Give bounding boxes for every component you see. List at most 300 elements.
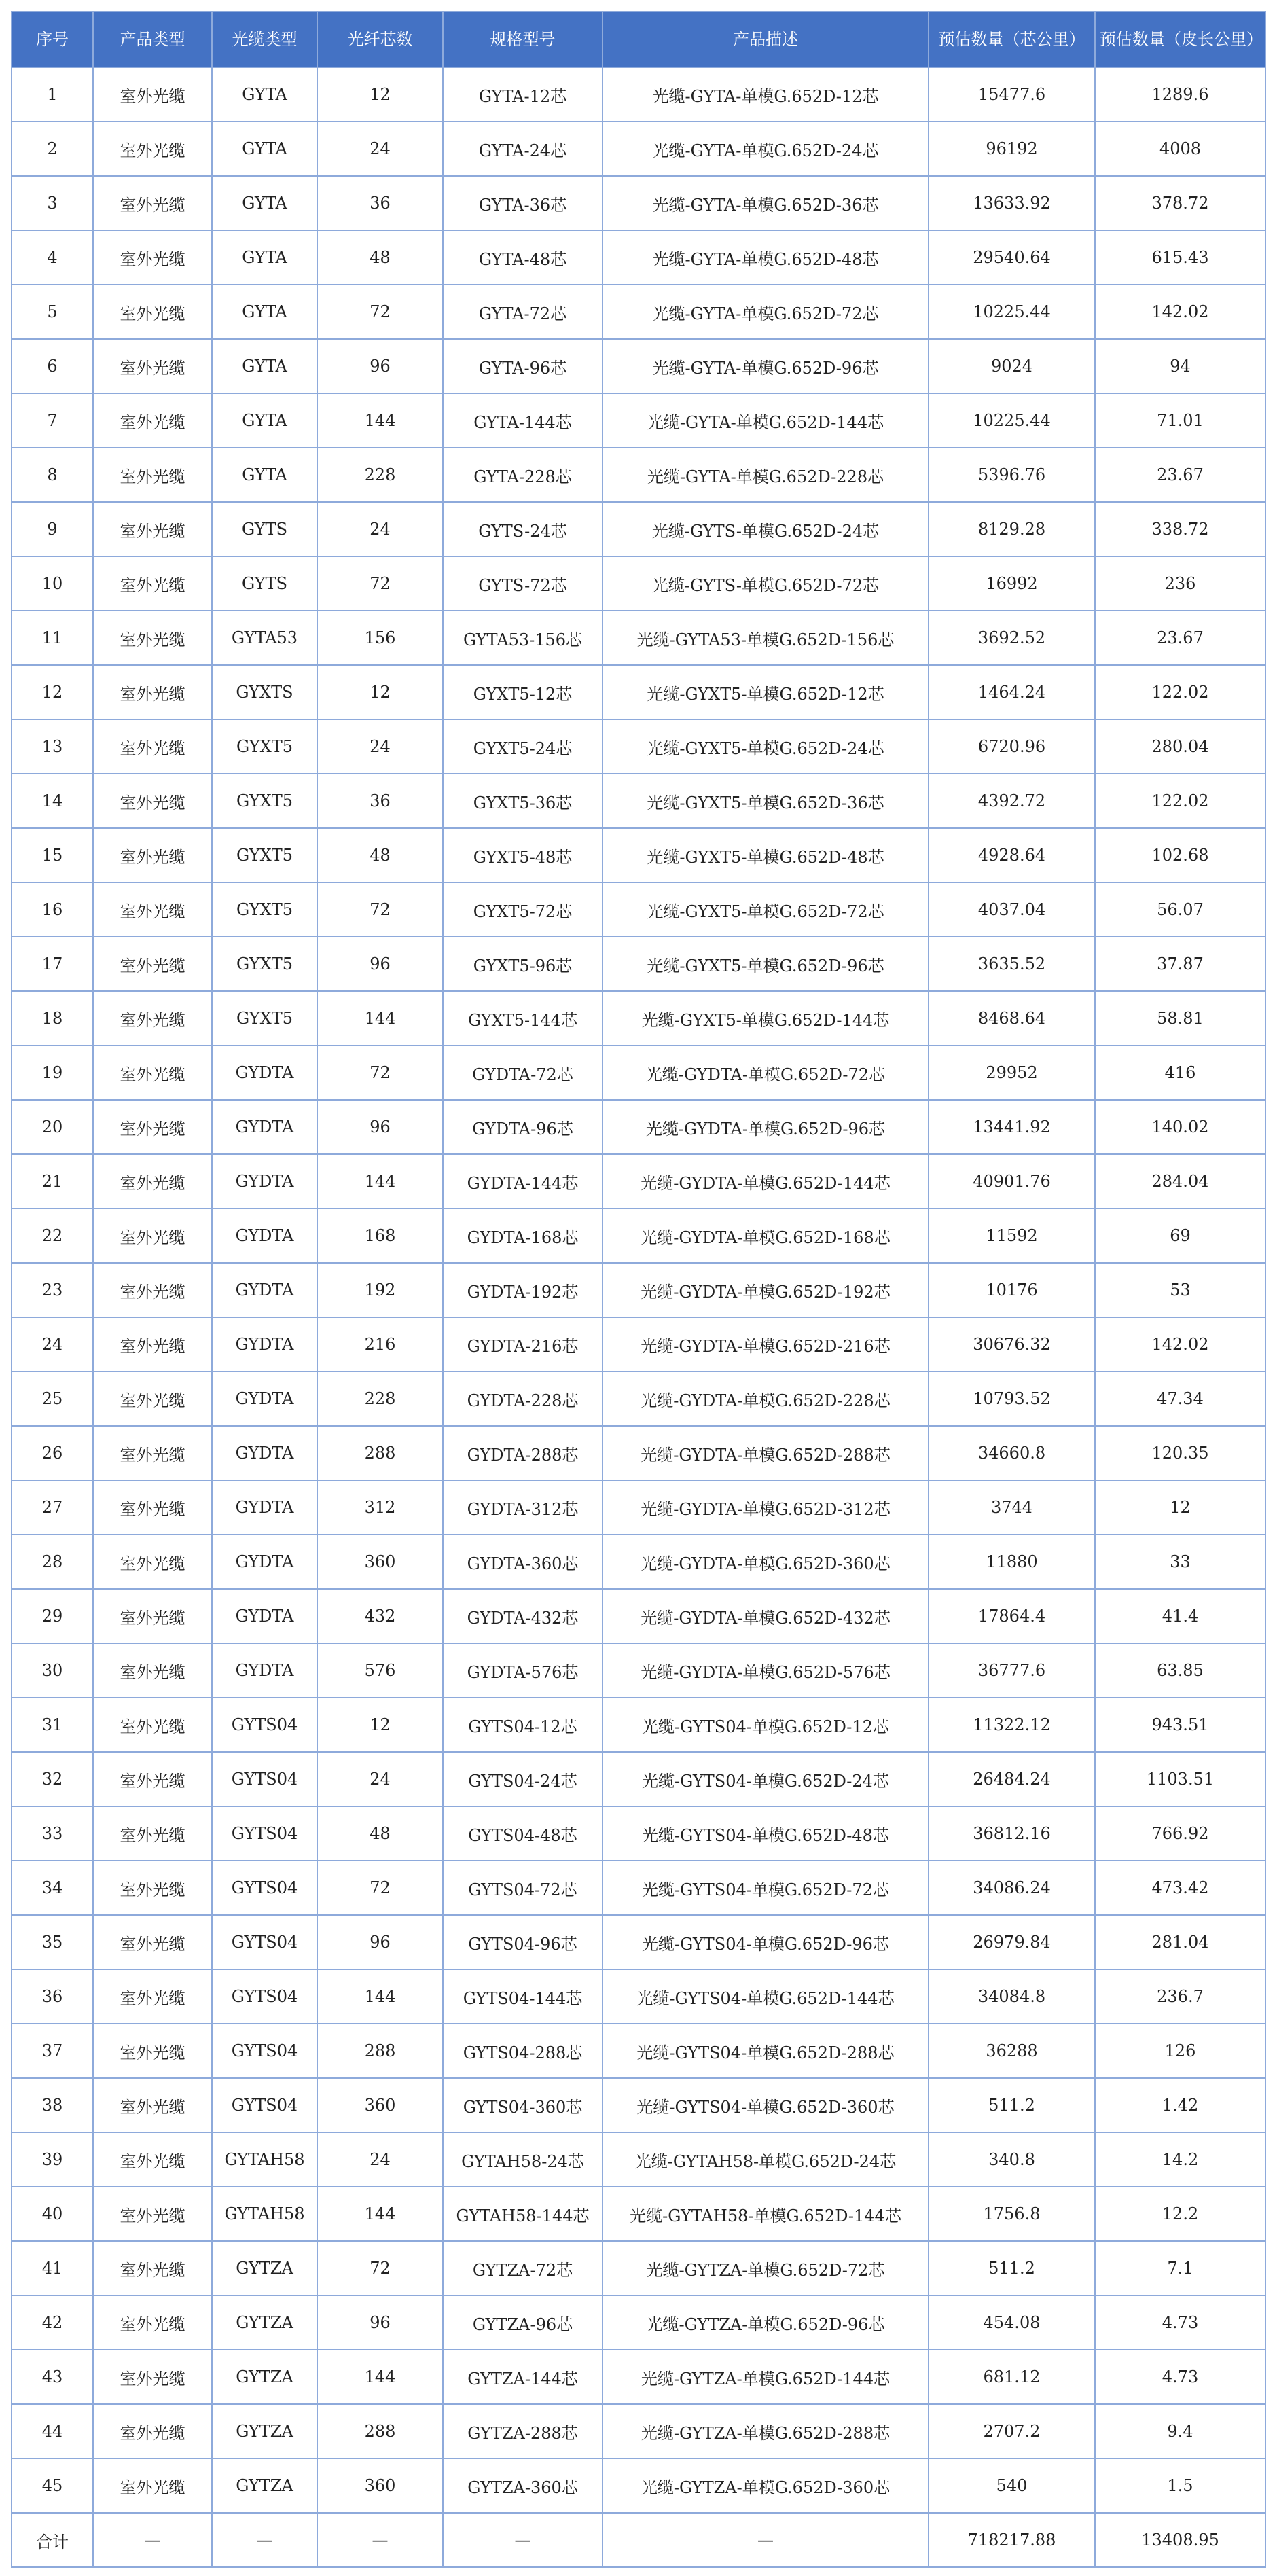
cell-cable-type: GYTS04 [212,1698,317,1752]
cell-qty-core-km: 26484.24 [929,1752,1095,1806]
cell-cable-type: GYDTA [212,1589,317,1643]
cell-cable-type: GYTS04 [212,2024,317,2078]
cell-fiber-count: 216 [317,1317,443,1372]
cell-qty-core-km: 8468.64 [929,991,1095,1045]
cell-index: 22 [12,1209,93,1263]
cell-product-type: 室外光缆 [93,665,212,719]
cell-qty-sheath-km: 41.4 [1095,1589,1265,1643]
cell-description: 光缆-GYTA53-单模G.652D-156芯 [602,611,929,665]
total-row [12,2513,1265,2567]
cell-index: 41 [12,2241,93,2295]
cell-fiber-count: 72 [317,556,443,611]
cell-fiber-count: 360 [317,2078,443,2132]
cell-fiber-count: 288 [317,2024,443,2078]
cell-index: 24 [12,1317,93,1372]
cell-spec-model: GYXT5-24芯 [443,719,602,774]
cell-description: 光缆-GYDTA-单模G.652D-360芯 [602,1535,929,1589]
cell-spec-model: GYTS04-288芯 [443,2024,602,2078]
table-row [12,991,1265,1045]
cell-index: 18 [12,991,93,1045]
cell-fiber-count: 12 [317,665,443,719]
cell-index: 30 [12,1643,93,1698]
cell-spec-model: GYTA-96芯 [443,339,602,393]
total-cell-product-type: — [93,2513,212,2567]
cell-cable-type: GYTS04 [212,1861,317,1915]
table-row [12,2187,1265,2241]
cell-product-type: 室外光缆 [93,1698,212,1752]
cell-qty-sheath-km: 1.42 [1095,2078,1265,2132]
table-row [12,828,1265,882]
cell-fiber-count: 48 [317,828,443,882]
cell-index: 33 [12,1806,93,1861]
table-row [12,393,1265,448]
cell-fiber-count: 144 [317,2187,443,2241]
cell-cable-type: GYTA [212,285,317,339]
cell-cable-type: GYTS04 [212,2078,317,2132]
cell-product-type: 室外光缆 [93,502,212,556]
cell-spec-model: GYTZA-288芯 [443,2404,602,2458]
table-row [12,1480,1265,1535]
cell-qty-sheath-km: 122.02 [1095,774,1265,828]
cell-description: 光缆-GYTA-单模G.652D-96芯 [602,339,929,393]
cell-fiber-count: 12 [317,1698,443,1752]
cell-product-type: 室外光缆 [93,1100,212,1154]
cell-index: 9 [12,502,93,556]
table-row [12,1806,1265,1861]
cell-spec-model: GYTS04-360芯 [443,2078,602,2132]
cell-cable-type: GYXT5 [212,719,317,774]
cell-cable-type: GYTZA [212,2241,317,2295]
cell-qty-core-km: 3635.52 [929,937,1095,991]
cell-qty-core-km: 17864.4 [929,1589,1095,1643]
cell-qty-core-km: 454.08 [929,2295,1095,2350]
cell-description: 光缆-GYXT5-单模G.652D-48芯 [602,828,929,882]
header-qty-core-km: 预估数量（芯公里） [929,12,1095,67]
header-description: 产品描述 [602,12,929,67]
table-row [12,774,1265,828]
cell-index: 38 [12,2078,93,2132]
cell-product-type: 室外光缆 [93,1045,212,1100]
cell-spec-model: GYTA-36芯 [443,176,602,230]
cell-spec-model: GYTA53-156芯 [443,611,602,665]
cell-fiber-count: 36 [317,774,443,828]
cell-qty-core-km: 29540.64 [929,230,1095,285]
cell-spec-model: GYTZA-144芯 [443,2350,602,2404]
table-row [12,230,1265,285]
cell-qty-sheath-km: 4008 [1095,122,1265,176]
cell-index: 21 [12,1154,93,1209]
cell-cable-type: GYTA [212,339,317,393]
cell-qty-sheath-km: 1103.51 [1095,1752,1265,1806]
table-row [12,2241,1265,2295]
cell-qty-core-km: 3744 [929,1480,1095,1535]
cell-cable-type: GYDTA [212,1045,317,1100]
cell-description: 光缆-GYDTA-单模G.652D-216芯 [602,1317,929,1372]
cell-cable-type: GYTA [212,67,317,122]
cell-product-type: 室外光缆 [93,285,212,339]
cell-fiber-count: 144 [317,991,443,1045]
cell-cable-type: GYTAH58 [212,2132,317,2187]
cell-fiber-count: 72 [317,285,443,339]
cell-index: 15 [12,828,93,882]
cell-qty-core-km: 10225.44 [929,285,1095,339]
cell-spec-model: GYTA-144芯 [443,393,602,448]
cell-fiber-count: 72 [317,882,443,937]
cell-product-type: 室外光缆 [93,393,212,448]
cell-fiber-count: 72 [317,1861,443,1915]
cell-product-type: 室外光缆 [93,67,212,122]
cell-index: 10 [12,556,93,611]
cell-product-type: 室外光缆 [93,1589,212,1643]
cell-qty-sheath-km: 126 [1095,2024,1265,2078]
cell-index: 29 [12,1589,93,1643]
cell-cable-type: GYTS04 [212,1969,317,2024]
table-row [12,1372,1265,1426]
cell-qty-core-km: 15477.6 [929,67,1095,122]
cell-fiber-count: 24 [317,502,443,556]
cell-fiber-count: 228 [317,1372,443,1426]
cell-product-type: 室外光缆 [93,1209,212,1263]
cell-cable-type: GYTA [212,122,317,176]
cell-fiber-count: 96 [317,1100,443,1154]
cell-qty-sheath-km: 9.4 [1095,2404,1265,2458]
table-row [12,1861,1265,1915]
cell-qty-sheath-km: 280.04 [1095,719,1265,774]
table-row [12,611,1265,665]
cell-cable-type: GYDTA [212,1426,317,1480]
cell-spec-model: GYTA-12芯 [443,67,602,122]
total-cell-spec-model: — [443,2513,602,2567]
cable-estimate-table [11,11,1266,2568]
cell-cable-type: GYTAH58 [212,2187,317,2241]
cell-index: 37 [12,2024,93,2078]
cell-description: 光缆-GYXT5-单模G.652D-72芯 [602,882,929,937]
table-row [12,665,1265,719]
cell-qty-sheath-km: 766.92 [1095,1806,1265,1861]
cell-product-type: 室外光缆 [93,1426,212,1480]
table-row [12,1154,1265,1209]
cell-index: 6 [12,339,93,393]
cell-product-type: 室外光缆 [93,122,212,176]
cell-product-type: 室外光缆 [93,2187,212,2241]
cell-spec-model: GYTS04-144芯 [443,1969,602,2024]
cell-qty-sheath-km: 69 [1095,1209,1265,1263]
cell-index: 31 [12,1698,93,1752]
cell-qty-sheath-km: 7.1 [1095,2241,1265,2295]
cell-spec-model: GYDTA-312芯 [443,1480,602,1535]
table-row [12,937,1265,991]
cell-cable-type: GYXT5 [212,937,317,991]
cell-index: 35 [12,1915,93,1969]
cell-description: 光缆-GYTS04-单模G.652D-96芯 [602,1915,929,1969]
cell-product-type: 室外光缆 [93,882,212,937]
cell-cable-type: GYTA [212,448,317,502]
cell-cable-type: GYTZA [212,2295,317,2350]
cell-cable-type: GYXT5 [212,774,317,828]
cell-qty-core-km: 8129.28 [929,502,1095,556]
table-row [12,502,1265,556]
cell-cable-type: GYTA [212,176,317,230]
cell-spec-model: GYTA-24芯 [443,122,602,176]
cell-index: 39 [12,2132,93,2187]
cell-fiber-count: 96 [317,2295,443,2350]
cell-index: 14 [12,774,93,828]
cell-description: 光缆-GYTA-单模G.652D-144芯 [602,393,929,448]
cell-spec-model: GYTS04-96芯 [443,1915,602,1969]
header-product-type: 产品类型 [93,12,212,67]
header-index: 序号 [12,12,93,67]
cell-cable-type: GYXT5 [212,991,317,1045]
cell-cable-type: GYXT5 [212,828,317,882]
cell-qty-sheath-km: 71.01 [1095,393,1265,448]
header-fiber-count: 光纤芯数 [317,12,443,67]
table-row [12,1752,1265,1806]
cell-qty-sheath-km: 12.2 [1095,2187,1265,2241]
cell-description: 光缆-GYXT5-单模G.652D-144芯 [602,991,929,1045]
table-row [12,448,1265,502]
cell-spec-model: GYTS04-24芯 [443,1752,602,1806]
cell-cable-type: GYTS [212,556,317,611]
cell-index: 40 [12,2187,93,2241]
cell-fiber-count: 312 [317,1480,443,1535]
total-cell-cable-type: — [212,2513,317,2567]
cell-fiber-count: 288 [317,2404,443,2458]
cell-fiber-count: 12 [317,67,443,122]
cell-qty-core-km: 9024 [929,339,1095,393]
cell-qty-sheath-km: 281.04 [1095,1915,1265,1969]
cell-spec-model: GYDTA-192芯 [443,1263,602,1317]
cell-qty-core-km: 540 [929,2458,1095,2513]
cell-description: 光缆-GYTA-单模G.652D-228芯 [602,448,929,502]
cell-index: 36 [12,1969,93,2024]
cell-product-type: 室外光缆 [93,1915,212,1969]
table-row [12,2404,1265,2458]
table-row [12,882,1265,937]
cell-fiber-count: 24 [317,122,443,176]
cell-spec-model: GYDTA-144芯 [443,1154,602,1209]
table-row [12,1426,1265,1480]
cell-index: 17 [12,937,93,991]
cell-fiber-count: 576 [317,1643,443,1698]
cell-fiber-count: 144 [317,393,443,448]
cell-index: 3 [12,176,93,230]
cell-product-type: 室外光缆 [93,2241,212,2295]
cell-index: 12 [12,665,93,719]
cell-cable-type: GYDTA [212,1372,317,1426]
cell-index: 26 [12,1426,93,1480]
cell-fiber-count: 144 [317,1154,443,1209]
cell-index: 5 [12,285,93,339]
table-row [12,1045,1265,1100]
table-body [12,67,1265,2567]
cell-description: 光缆-GYXT5-单模G.652D-36芯 [602,774,929,828]
cell-qty-core-km: 1756.8 [929,2187,1095,2241]
cell-description: 光缆-GYTS04-单模G.652D-24芯 [602,1752,929,1806]
total-cell-description: — [602,2513,929,2567]
cell-index: 28 [12,1535,93,1589]
cell-description: 光缆-GYXT5-单模G.652D-12芯 [602,665,929,719]
cell-fiber-count: 360 [317,1535,443,1589]
cell-spec-model: GYDTA-360芯 [443,1535,602,1589]
cell-cable-type: GYTA [212,393,317,448]
table-row [12,1535,1265,1589]
cell-qty-core-km: 36777.6 [929,1643,1095,1698]
cell-product-type: 室外光缆 [93,448,212,502]
cell-spec-model: GYTS-72芯 [443,556,602,611]
cell-qty-core-km: 4928.64 [929,828,1095,882]
cell-spec-model: GYTAH58-24芯 [443,2132,602,2187]
cell-qty-sheath-km: 473.42 [1095,1861,1265,1915]
cell-index: 2 [12,122,93,176]
cell-fiber-count: 72 [317,2241,443,2295]
cell-qty-core-km: 36812.16 [929,1806,1095,1861]
cell-description: 光缆-GYTZA-单模G.652D-288芯 [602,2404,929,2458]
cell-fiber-count: 144 [317,1969,443,2024]
cell-description: 光缆-GYTS04-单模G.652D-144芯 [602,1969,929,2024]
cell-qty-sheath-km: 58.81 [1095,991,1265,1045]
cell-qty-core-km: 1464.24 [929,665,1095,719]
cell-qty-sheath-km: 142.02 [1095,1317,1265,1372]
cell-qty-core-km: 11880 [929,1535,1095,1589]
cell-cable-type: GYTS [212,502,317,556]
table-row [12,1100,1265,1154]
cell-cable-type: GYTA53 [212,611,317,665]
cell-description: 光缆-GYTZA-单模G.652D-144芯 [602,2350,929,2404]
cell-qty-core-km: 4037.04 [929,882,1095,937]
cell-product-type: 室外光缆 [93,2458,212,2513]
cell-product-type: 室外光缆 [93,828,212,882]
cell-description: 光缆-GYTA-单模G.652D-72芯 [602,285,929,339]
cell-description: 光缆-GYTS04-单模G.652D-360芯 [602,2078,929,2132]
cell-product-type: 室外光缆 [93,176,212,230]
cell-description: 光缆-GYTS-单模G.652D-72芯 [602,556,929,611]
cell-description: 光缆-GYDTA-单模G.652D-228芯 [602,1372,929,1426]
cell-fiber-count: 96 [317,937,443,991]
cell-description: 光缆-GYTA-单模G.652D-48芯 [602,230,929,285]
cell-product-type: 室外光缆 [93,611,212,665]
cell-fiber-count: 24 [317,719,443,774]
cell-qty-sheath-km: 140.02 [1095,1100,1265,1154]
cell-spec-model: GYXT5-36芯 [443,774,602,828]
cell-product-type: 室外光缆 [93,1372,212,1426]
table-row [12,339,1265,393]
cell-description: 光缆-GYTA-单模G.652D-12芯 [602,67,929,122]
cell-qty-core-km: 29952 [929,1045,1095,1100]
header-cable-type: 光缆类型 [212,12,317,67]
cell-product-type: 室外光缆 [93,2295,212,2350]
cell-qty-sheath-km: 378.72 [1095,176,1265,230]
cell-spec-model: GYDTA-576芯 [443,1643,602,1698]
cell-qty-core-km: 96192 [929,122,1095,176]
table-row [12,1969,1265,2024]
cell-index: 20 [12,1100,93,1154]
cell-cable-type: GYDTA [212,1317,317,1372]
table-row [12,719,1265,774]
table-header-row [12,12,1265,67]
cell-product-type: 室外光缆 [93,1535,212,1589]
table-row [12,67,1265,122]
cell-fiber-count: 144 [317,2350,443,2404]
cell-description: 光缆-GYTS04-单模G.652D-288芯 [602,2024,929,2078]
cell-cable-type: GYXTS [212,665,317,719]
cell-qty-sheath-km: 53 [1095,1263,1265,1317]
cell-description: 光缆-GYDTA-单模G.652D-144芯 [602,1154,929,1209]
cell-product-type: 室外光缆 [93,2132,212,2187]
cell-qty-core-km: 34660.8 [929,1426,1095,1480]
cell-qty-sheath-km: 284.04 [1095,1154,1265,1209]
cell-index: 23 [12,1263,93,1317]
cell-cable-type: GYDTA [212,1480,317,1535]
cell-index: 7 [12,393,93,448]
cell-spec-model: GYXT5-12芯 [443,665,602,719]
cell-cable-type: GYTS04 [212,1752,317,1806]
cell-qty-sheath-km: 1289.6 [1095,67,1265,122]
cell-description: 光缆-GYTZA-单模G.652D-72芯 [602,2241,929,2295]
table-row [12,2295,1265,2350]
cell-description: 光缆-GYTAH58-单模G.652D-144芯 [602,2187,929,2241]
cell-description: 光缆-GYDTA-单模G.652D-72芯 [602,1045,929,1100]
cell-fiber-count: 192 [317,1263,443,1317]
cell-description: 光缆-GYTZA-单模G.652D-96芯 [602,2295,929,2350]
cell-product-type: 室外光缆 [93,556,212,611]
cell-description: 光缆-GYTS-单模G.652D-24芯 [602,502,929,556]
cell-index: 13 [12,719,93,774]
cell-description: 光缆-GYDTA-单模G.652D-288芯 [602,1426,929,1480]
total-cell-fiber-count: — [317,2513,443,2567]
cell-qty-core-km: 4392.72 [929,774,1095,828]
table-row [12,1915,1265,1969]
cell-index: 43 [12,2350,93,2404]
cell-qty-sheath-km: 338.72 [1095,502,1265,556]
cell-product-type: 室外光缆 [93,1154,212,1209]
total-cell-qty-sheath-km: 13408.95 [1095,2513,1265,2567]
cell-index: 32 [12,1752,93,1806]
cell-qty-sheath-km: 12 [1095,1480,1265,1535]
cell-qty-sheath-km: 236 [1095,556,1265,611]
cell-spec-model: GYTS04-48芯 [443,1806,602,1861]
cell-product-type: 室外光缆 [93,937,212,991]
cell-spec-model: GYTA-228芯 [443,448,602,502]
cell-qty-core-km: 3692.52 [929,611,1095,665]
cell-product-type: 室外光缆 [93,991,212,1045]
table-row [12,2078,1265,2132]
cell-spec-model: GYDTA-216芯 [443,1317,602,1372]
cell-qty-core-km: 10793.52 [929,1372,1095,1426]
cell-cable-type: GYTZA [212,2350,317,2404]
cell-qty-core-km: 2707.2 [929,2404,1095,2458]
cell-description: 光缆-GYDTA-单模G.652D-192芯 [602,1263,929,1317]
cell-product-type: 室外光缆 [93,1861,212,1915]
cell-qty-core-km: 6720.96 [929,719,1095,774]
cell-qty-sheath-km: 122.02 [1095,665,1265,719]
cell-cable-type: GYTS04 [212,1915,317,1969]
table-row [12,2024,1265,2078]
cell-spec-model: GYDTA-72芯 [443,1045,602,1100]
cell-qty-sheath-km: 37.87 [1095,937,1265,991]
table-row [12,2132,1265,2187]
cell-description: 光缆-GYXT5-单模G.652D-96芯 [602,937,929,991]
cell-fiber-count: 228 [317,448,443,502]
total-cell-qty-core-km: 718217.88 [929,2513,1095,2567]
cell-product-type: 室外光缆 [93,1263,212,1317]
cell-spec-model: GYDTA-96芯 [443,1100,602,1154]
cell-qty-sheath-km: 4.73 [1095,2350,1265,2404]
cell-product-type: 室外光缆 [93,1480,212,1535]
cell-qty-core-km: 13633.92 [929,176,1095,230]
cell-product-type: 室外光缆 [93,1643,212,1698]
header-spec-model: 规格型号 [443,12,602,67]
cell-fiber-count: 156 [317,611,443,665]
